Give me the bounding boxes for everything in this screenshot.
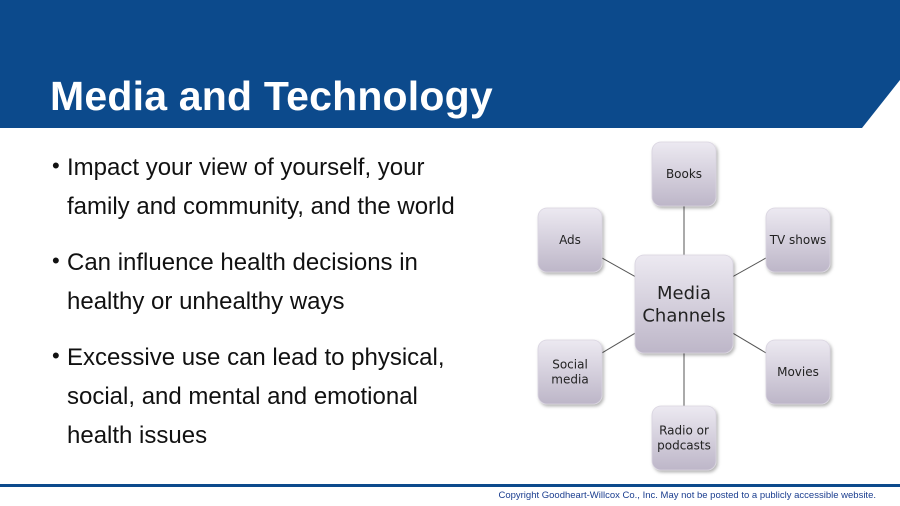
center-node — [635, 255, 733, 353]
footer-rule — [0, 484, 900, 487]
node-label: Ads — [559, 233, 581, 248]
copyright-footer: Copyright Goodheart-Willcox Co., Inc. May not be posted to a publicly accessible website. — [498, 490, 876, 501]
node-label: Media — [656, 283, 712, 305]
channel-node-books — [652, 142, 716, 206]
channel-node-social-media — [538, 340, 602, 404]
node-label: Books — [665, 167, 703, 182]
bullet-icon: • — [52, 248, 60, 273]
node-label: Social — [552, 357, 588, 372]
node-label: media — [551, 372, 589, 387]
bullet-item — [52, 243, 472, 321]
bullet-icon: • — [52, 343, 60, 368]
bullet-item — [52, 338, 472, 455]
slide-title: Media and Technology — [50, 73, 493, 119]
channel-node-radio-or-podcasts — [652, 406, 716, 470]
bullet-text: Impact your view of yourself, your family and community, and the world — [67, 154, 455, 220]
node-label: Radio or — [659, 423, 709, 438]
bullet-icon: • — [52, 153, 60, 178]
channel-node-tv-shows — [766, 208, 830, 272]
bullet-text: Excessive use can lead to physical, social, and mental and emotional health issues — [67, 344, 445, 449]
node-label: TV shows — [769, 233, 827, 248]
channel-node-ads — [538, 208, 602, 272]
channel-node-movies — [766, 340, 830, 404]
node-label: Channels — [642, 305, 726, 327]
node-label: Movies — [777, 365, 819, 380]
media-channels-diagram — [520, 136, 860, 476]
bullet-list — [52, 148, 472, 472]
bullet-item — [52, 148, 472, 226]
node-label: podcasts — [657, 438, 711, 453]
bullet-text: Can influence health decisions in healthy or unhealthy ways — [67, 249, 418, 315]
